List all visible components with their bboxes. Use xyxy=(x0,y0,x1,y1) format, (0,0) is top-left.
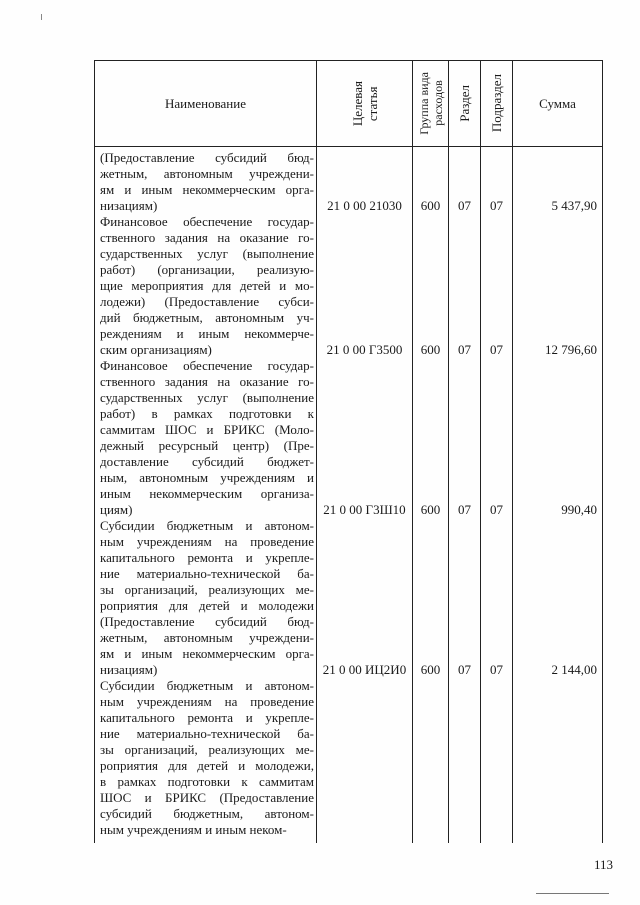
name-text-line: роприятия для детей и молодежи, xyxy=(100,758,314,773)
name-text-line: работ) в рамках подготовки к xyxy=(100,406,314,421)
name-text-line: в рамках подготовки к саммитам xyxy=(100,774,314,789)
name-text-line: ственного задания на оказание го- xyxy=(100,230,314,245)
name-text-line: роприятия для детей и молодежи xyxy=(100,598,314,613)
name-text-line: сударственных услуг (выполнение xyxy=(100,390,314,405)
name-text-line: жетным, автономным учреждени- xyxy=(100,630,314,645)
sum-column xyxy=(513,147,603,844)
name-text-line: доставление субсидий бюджет- xyxy=(100,454,314,469)
sum-value: 12 796,60 xyxy=(545,342,597,357)
name-text-line: капитального ремонта и укрепле- xyxy=(100,710,314,725)
header-sum: Сумма xyxy=(513,61,603,147)
name-text-line: ние материально-технической ба- xyxy=(100,726,314,741)
sum-value: 5 437,90 xyxy=(551,198,597,213)
header-section xyxy=(449,61,481,147)
name-text-line: саммитам ШОС и БРИКС (Моло- xyxy=(100,422,314,437)
header-target-article xyxy=(317,61,413,147)
header-expense-group-line1: Группа вида xyxy=(416,72,431,135)
header-expense-group xyxy=(413,61,449,147)
section-value: 07 xyxy=(458,198,471,213)
sum-value: 2 144,00 xyxy=(551,662,597,677)
name-text-line: реждениям и иным некоммерче- xyxy=(100,326,314,341)
expense-group-value: 600 xyxy=(420,198,441,213)
page-number: 113 xyxy=(594,857,614,872)
name-text-line: щие мероприятия для детей и мо- xyxy=(100,278,314,293)
name-text-line: ШОС и БРИКС (Предоставление xyxy=(100,790,314,805)
subsection-value: 07 xyxy=(490,342,503,357)
name-text-line: Финансовое обеспечение государ- xyxy=(100,358,314,373)
name-text-line: ским организациям) xyxy=(100,342,212,357)
subsection-value: 07 xyxy=(490,502,503,517)
name-text-line: низациям) xyxy=(100,198,158,213)
expense-group-value: 600 xyxy=(420,502,441,517)
header-subsection xyxy=(481,61,513,147)
target-article-value: 21 0 00 Г3500 xyxy=(326,342,403,357)
table-header-row xyxy=(95,61,603,147)
name-text-line: дий бюджетным, автономным уч- xyxy=(100,310,314,325)
section-value: 07 xyxy=(458,342,471,357)
expense-group-value: 600 xyxy=(420,342,441,357)
name-text-line: лодежи) (Предоставление субси- xyxy=(100,294,314,309)
name-text-line: жетным, автономным учреждени- xyxy=(100,166,314,181)
expense-group-value: 600 xyxy=(420,662,441,677)
name-text-line: ственного задания на оказание го- xyxy=(100,374,314,389)
name-text-line: работ) (организации, реализую- xyxy=(100,262,314,277)
expense-group-column xyxy=(413,147,449,844)
name-text-line: ным учреждениям на проведение xyxy=(100,534,314,549)
name-text-line: ным, автономным учреждениям и xyxy=(100,470,314,485)
sum-value: 990,40 xyxy=(561,502,597,517)
target-article-value: 21 0 00 Г3Ш10 xyxy=(323,502,406,517)
subsection-column xyxy=(481,147,513,844)
name-text-line: ям и иным некоммерческим орга- xyxy=(100,646,314,661)
target-article-value: 21 0 00 ИЦ2И0 xyxy=(322,662,407,677)
name-text-line: ние материально-технической ба- xyxy=(100,566,314,581)
name-text-line: дежный ресурсный центр) (Пре- xyxy=(100,438,314,453)
name-text-line: (Предоставление субсидий бюд- xyxy=(100,150,314,165)
section-value: 07 xyxy=(458,662,471,677)
header-expense-group-line2: расходов xyxy=(430,80,445,127)
name-text-line: ным учреждениям и иным неком- xyxy=(100,822,287,837)
subsection-value: 07 xyxy=(490,662,503,677)
subsection-value: 07 xyxy=(490,198,503,213)
target-article-column xyxy=(317,147,413,844)
header-subsection-label: Подраздел xyxy=(489,74,504,133)
name-text-line: зы организаций, реализующих ме- xyxy=(100,742,314,757)
name-text-line: капитального ремонта и укрепле- xyxy=(100,550,314,565)
target-article-value: 21 0 00 21030 xyxy=(327,198,402,213)
header-target-article-line2: статья xyxy=(364,86,380,121)
name-text-line: сударственных услуг (выполнение xyxy=(100,246,314,261)
name-column xyxy=(95,147,317,844)
page-edge-mark xyxy=(41,14,42,20)
table-body-row xyxy=(95,147,603,844)
budget-table xyxy=(94,60,603,843)
name-text-line: низациям) xyxy=(100,662,158,677)
footer-rule xyxy=(536,893,609,894)
name-text-line: Субсидии бюджетным и автоном- xyxy=(100,678,314,693)
name-text-line: Финансовое обеспечение государ- xyxy=(100,214,314,229)
name-text-line: циям) xyxy=(100,502,133,517)
header-section-label: Раздел xyxy=(457,85,472,122)
name-text-line: ям и иным некоммерческим орга- xyxy=(100,182,314,197)
section-column xyxy=(449,147,481,844)
header-target-article-line1: Целевая xyxy=(349,80,365,127)
name-text-line: субсидий бюджетным, автоном- xyxy=(100,806,314,821)
name-text-line: (Предоставление субсидий бюд- xyxy=(100,614,314,629)
name-text-line: иным некоммерческим организа- xyxy=(100,486,314,501)
header-name: Наименование xyxy=(95,61,317,147)
name-text-line: Субсидии бюджетным и автоном- xyxy=(100,518,314,533)
section-value: 07 xyxy=(458,502,471,517)
name-text-line: зы организаций, реализующих ме- xyxy=(100,582,314,597)
name-text-line: ным учреждениям на проведение xyxy=(100,694,314,709)
